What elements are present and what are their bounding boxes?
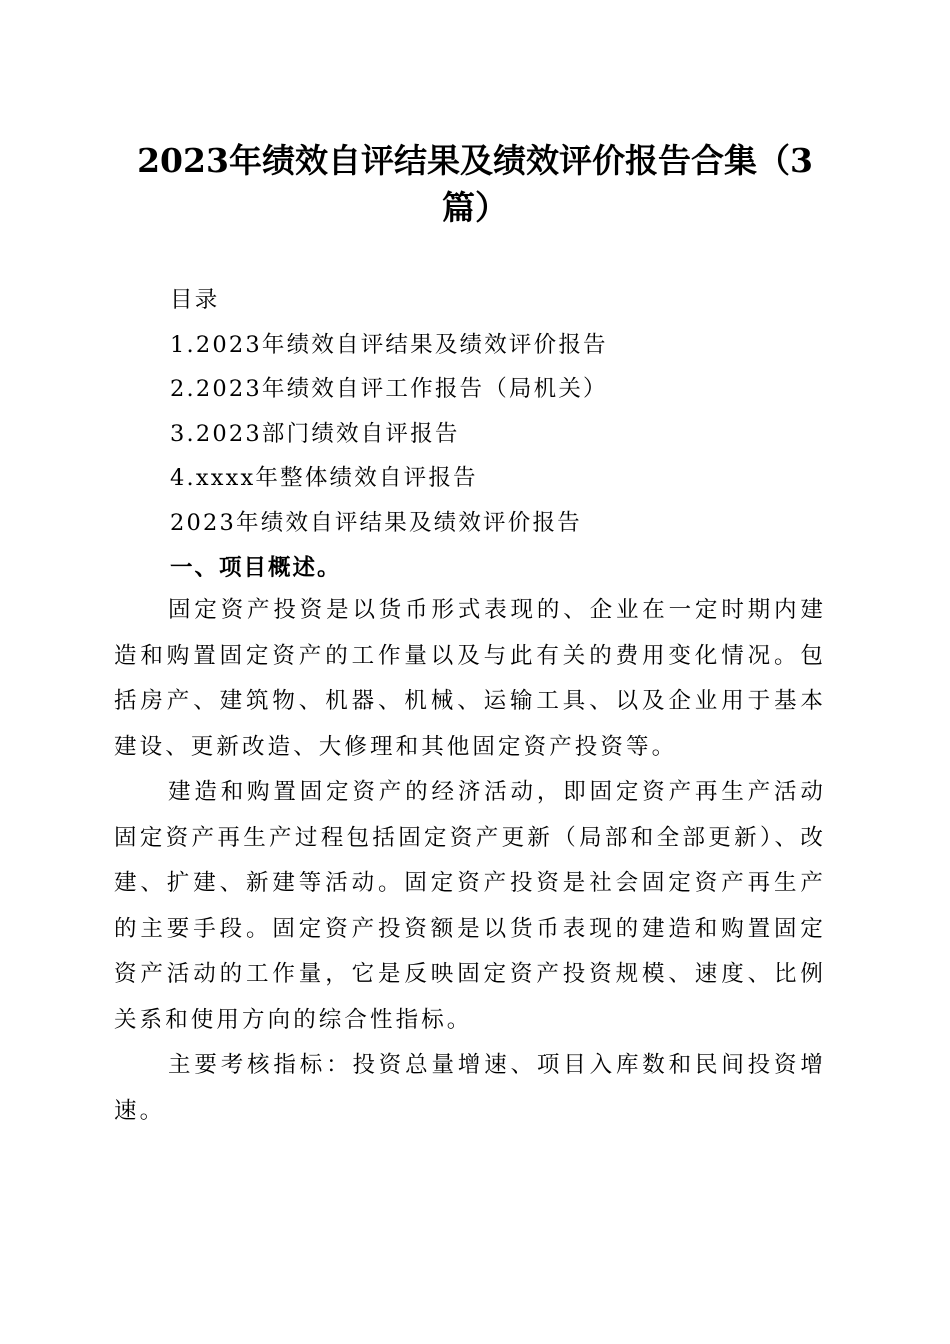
body-text xyxy=(114,588,826,1134)
toc-heading: 目录 xyxy=(170,287,220,313)
table-of-contents xyxy=(170,278,830,545)
toc-item: 3.2023部门绩效自评报告 xyxy=(170,420,460,447)
toc-item: 4.xxxx年整体绩效自评报告 xyxy=(170,465,478,491)
paragraph: 固定资产投资是以货币形式表现的、企业在一定时期内建造和购置固定资产的工作量以及与此有关的费用变化情况。包括房产、建筑物、机器、机械、运输工具、以及企业用于基本建设、更新改造、大修理和其他固定资产投资等。 xyxy=(114,597,826,760)
report-title: 2023年绩效自评结果及绩效评价报告 xyxy=(170,509,582,536)
section-heading: 一、项目概述。 xyxy=(170,555,342,581)
document-title: 2023年绩效自评结果及绩效评价报告合集（3篇） xyxy=(137,141,813,227)
paragraph: 建造和购置固定资产的经济活动，即固定资产再生产活动固定资产再生产过程包括固定资产更新（局部和全部更新）、改建、扩建、新建等活动。固定资产投资是社会固定资产再生产的主要手段。固定资产投资额是以货币表现的建造和购置固定资产活动的工作量，它是反映固定资产投资规模、速度、比例关系和使用方向的综合性指标。 xyxy=(114,779,826,1033)
toc-item: 2.2023年绩效自评工作报告（局机关） xyxy=(170,376,608,402)
toc-item: 1.2023年绩效自评结果及绩效评价报告 xyxy=(170,331,608,358)
paragraph: 主要考核指标：投资总量增速、项目入库数和民间投资增速。 xyxy=(114,1052,826,1124)
